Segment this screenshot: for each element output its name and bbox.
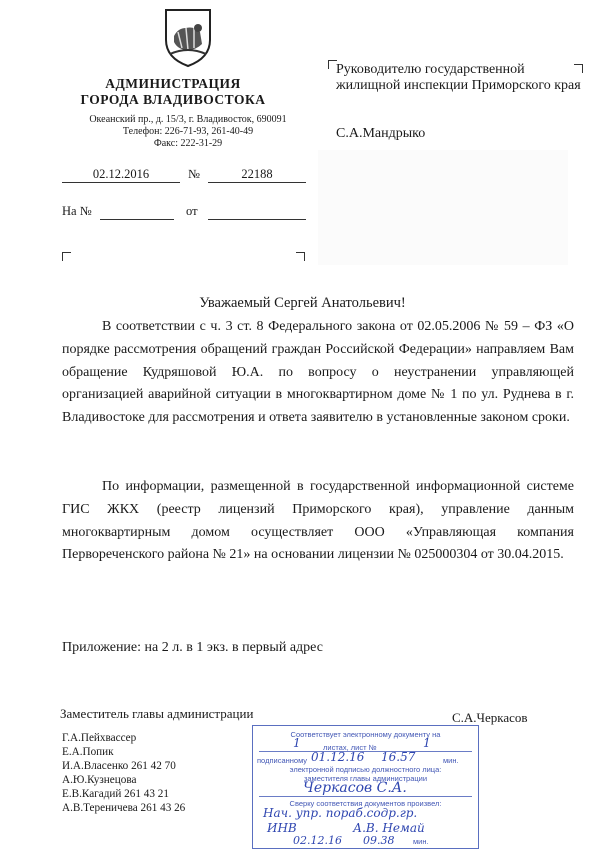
paragraph-2 bbox=[62, 476, 574, 567]
document-date: 02.12.2016 bbox=[62, 166, 180, 183]
verification-stamp bbox=[252, 725, 479, 849]
corner-mark-top-left bbox=[62, 252, 71, 261]
stamp-line-3: электронной подписью должностного лица: bbox=[289, 765, 442, 774]
document-number: 22188 bbox=[208, 166, 306, 183]
stamp-time-label: мин. bbox=[443, 756, 459, 765]
list-item: Г.А.Пейхвассер bbox=[62, 732, 137, 744]
stamp-verify-time-handwritten: 09.38 bbox=[363, 834, 395, 847]
reference-date-field bbox=[208, 203, 306, 220]
stamp-verify-time-label: мин. bbox=[413, 837, 429, 846]
document-number-label: № bbox=[188, 167, 200, 181]
stamp-verifier-name-handwritten: А.В. Немай bbox=[353, 821, 425, 835]
stamp-official-handwritten: Черкасов С.А. bbox=[303, 780, 407, 796]
stamp-verifier-org-handwritten: ИНВ bbox=[267, 821, 297, 835]
stamp-rule bbox=[259, 751, 472, 752]
list-item: Е.А.Попик bbox=[62, 746, 114, 758]
list-item: Е.В.Кагадий 261 43 21 bbox=[62, 788, 169, 800]
reference-number-field bbox=[100, 203, 174, 220]
coat-of-arms-emblem bbox=[160, 6, 216, 68]
organization-name-line2: ГОРОДА ВЛАДИВОСТОКА bbox=[80, 92, 266, 107]
distribution-list bbox=[62, 731, 185, 815]
signatory-name: С.А.Черкасов bbox=[452, 710, 528, 725]
paragraph-2-text: По информации, размещенной в государственной информационной системе ГИС ЖКХ (реестр лицензий Приморского края), управление данным многоквартирным домом осуществляет ООО «Управляющая компания Первореченского района № 21» на основании лицензии № 025000304 от 30.04.2015. bbox=[62, 479, 574, 563]
stamp-verify-date-handwritten: 02.12.16 bbox=[293, 834, 342, 847]
stamp-signed-date-handwritten: 01.12.16 bbox=[311, 750, 365, 764]
addressee-name: С.А.Мандрыко bbox=[336, 126, 426, 141]
stamp-rule bbox=[259, 796, 472, 797]
stamp-verify-label: Сверку соответствия документов произвел: bbox=[289, 799, 442, 808]
stamp-signed-label: подписанному bbox=[257, 756, 308, 765]
organization-name-line1: АДМИНИСТРАЦИЯ bbox=[105, 76, 241, 91]
list-item: И.А.Власенко 261 42 70 bbox=[62, 760, 176, 772]
signatory-position: Заместитель главы администрации bbox=[60, 706, 254, 721]
list-item: А.В.Тереничева 261 43 26 bbox=[62, 802, 186, 814]
reference-date-label: от bbox=[186, 204, 198, 218]
stamp-sheets-label: листах, лист № bbox=[323, 743, 377, 752]
stamp-line-1: Соответствует электронному документу на bbox=[290, 730, 441, 739]
stamp-signed-time-handwritten: 16.57 bbox=[381, 750, 416, 764]
stamp-line-4: заместителя главы администрации bbox=[303, 774, 428, 783]
organization-phone: Телефон: 226-71-93, 261-40-49 bbox=[122, 126, 254, 137]
organization-name bbox=[58, 76, 288, 108]
reference-number-label: На № bbox=[62, 204, 92, 218]
list-item: А.Ю.Кузнецова bbox=[62, 774, 137, 786]
organization-address: Океанский пр., д. 15/3, г. Владивосток, 690091 bbox=[89, 114, 287, 125]
organization-fax: Факс: 222-31-29 bbox=[153, 138, 223, 149]
salutation: Уважаемый Сергей Анатольевич! bbox=[199, 295, 406, 311]
organization-contacts bbox=[58, 114, 318, 150]
redacted-area bbox=[318, 150, 568, 265]
stamp-sheet-number-handwritten: 1 bbox=[423, 736, 431, 750]
paragraph-1 bbox=[62, 316, 574, 430]
attachment-note: Приложение: на 2 л. в 1 экз. в первый адрес bbox=[62, 640, 323, 655]
corner-mark-top-right bbox=[296, 252, 305, 261]
stamp-verifier-position-handwritten: Нач. упр. пораб.содр.гр. bbox=[263, 806, 418, 820]
addressee-position: Руководителю государственной жилищной инспекции Приморского края bbox=[336, 62, 581, 93]
paragraph-1-text: В соответствии с ч. 3 ст. 8 Федерального закона от 02.05.2006 № 59 – ФЗ «О порядке рассмотрения обращений граждан Российской Федерации» направляем Вам обращение Кудряшовой Ю.А. по вопросу о неустранении управляющей организацией аварийной ситуации в многоквартирном доме № 1 по ул. Руднева в г. Владивостоке для рассмотрения и ответа заявителю в установленные законом сроки. bbox=[62, 319, 574, 426]
stamp-sheets-handwritten: 1 bbox=[293, 736, 301, 750]
